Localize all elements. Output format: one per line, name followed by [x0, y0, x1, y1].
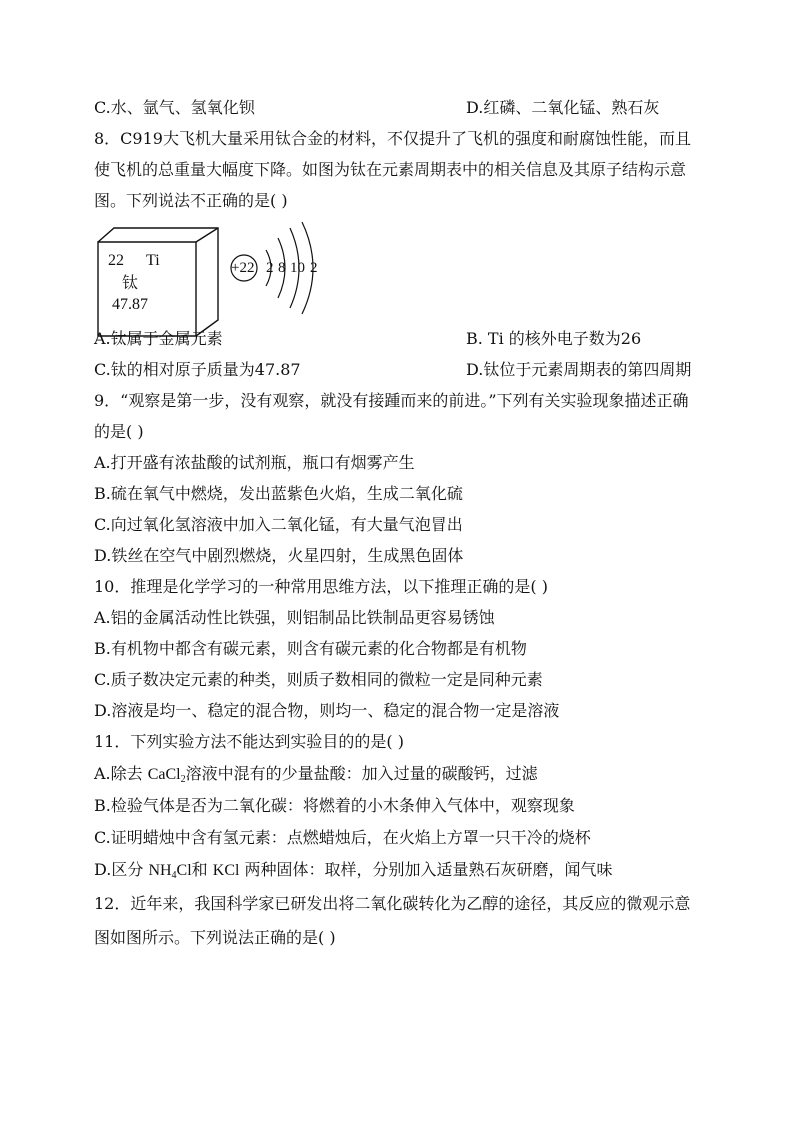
q11-option-a-prefix: A.除去	[94, 764, 148, 783]
q8-option-a: A.钛属于金属元素	[94, 329, 223, 348]
q8-option-d: D.钛位于元素周期表的第四周期	[466, 360, 692, 379]
q10-stem: 10．推理是化学学习的一种常用思维方法，以下推理正确的是( )	[94, 577, 548, 596]
q12-stem-line1: 12．近年来，我国科学家已研发出将二氧化碳转化为乙醇的途径，其反应的微观示意	[94, 894, 691, 913]
q11-option-c: C.证明蜡烛中含有氢元素：点燃蜡烛后，在火焰上方罩一只干冷的烧杯	[94, 828, 591, 847]
q7-option-c: C.水、氩气、氢氧化钡	[94, 98, 255, 117]
q11-stem: 11．下列实验方法不能达到实验目的的是( )	[94, 732, 404, 751]
element-symbol: Ti	[146, 252, 160, 269]
nh4cl-subscript: 4	[171, 870, 177, 881]
q10-option-a: A.铝的金属活动性比铁强，则铝制品比铁制品更容易锈蚀	[94, 608, 495, 627]
q7-options-row	[94, 98, 660, 118]
shell-4-count: 2	[310, 260, 318, 276]
shell-1-count: 2	[266, 260, 274, 276]
q11-option-a	[94, 764, 538, 790]
cube-outline	[96, 226, 222, 338]
atomic-mass: 47.87	[112, 296, 148, 313]
atom-structure-diagram	[228, 220, 328, 316]
q9-option-b: B.硫在氧气中燃烧，发出蓝紫色火焰，生成二氧化硫	[94, 484, 463, 503]
q11-option-a-text: 溶液中混有的少量盐酸：加入过量的碳酸钙，过滤	[185, 764, 538, 783]
q10-option-b: B.有机物中都含有碳元素，则含有碳元素的化合物都是有机物	[94, 639, 527, 658]
q8-stem-line1: 8．C919大飞机大量采用钛合金的材料，不仅提升了飞机的强度和耐腐蚀性能，而且	[94, 129, 691, 148]
q9-option-c: C.向过氧化氢溶液中加入二氧化锰，有大量气泡冒出	[94, 515, 463, 534]
q10-option-d: D.溶液是均一、稳定的混合物，则均一、稳定的混合物一定是溶液	[94, 701, 560, 720]
q11-option-d-and: 和	[191, 860, 213, 879]
q11-option-d	[94, 860, 613, 886]
q9-stem-line2: 的是( )	[94, 422, 144, 441]
shell-3-count: 10	[290, 260, 305, 276]
q7-option-d: D.红磷、二氧化锰、熟石灰	[466, 98, 660, 117]
q11-option-d-text: 两种固体：取样，分别加入适量熟石灰研磨，闻气味	[239, 860, 613, 879]
q10-option-c: C.质子数决定元素的种类，则质子数相同的微粒一定是同种元素	[94, 670, 543, 689]
q9-stem-line1: 9．“观察是第一步，没有观察，就没有接踵而来的前进。”下列有关实验现象描述正确	[94, 391, 689, 410]
kcl-formula: KCl	[212, 862, 240, 879]
nh4cl-formula-tail: Cl	[176, 862, 192, 879]
cacl2-formula: CaCl	[147, 766, 181, 783]
element-name: 钛	[122, 273, 139, 292]
q8-options-row1	[94, 329, 642, 349]
periodic-table-cell	[96, 226, 222, 338]
q9-option-a: A.打开盛有浓盐酸的试剂瓶，瓶口有烟雾产生	[94, 453, 415, 472]
q8-option-c: C.钛的相对原子质量为47.87	[94, 360, 301, 379]
q8-option-b: B. Ti 的核外电子数为26	[466, 329, 642, 348]
q12-stem-line2: 图如图所示。下列说法正确的是( )	[94, 928, 336, 947]
q8-stem-line2: 使飞机的总重量大幅度下降。如图为钛在元素周期表中的相关信息及其原子结构示意	[94, 160, 687, 179]
cacl2-subscript: 2	[180, 774, 186, 785]
q11-option-b: B.检验气体是否为二氧化碳：将燃着的小木条伸入气体中，观察现象	[94, 796, 575, 815]
q8-stem-line3: 图。下列说法不正确的是( )	[94, 191, 288, 210]
q8-options-row2	[94, 360, 692, 380]
nh4cl-formula: NH	[148, 862, 172, 879]
q9-option-d: D.铁丝在空气中剧烈燃烧，火星四射，生成黑色固体	[94, 546, 464, 565]
q11-option-d-prefix: D.区分	[94, 860, 149, 879]
shell-2-count: 8	[278, 260, 286, 276]
atomic-number: 22	[108, 252, 124, 269]
nucleus-charge: +22	[231, 260, 255, 276]
